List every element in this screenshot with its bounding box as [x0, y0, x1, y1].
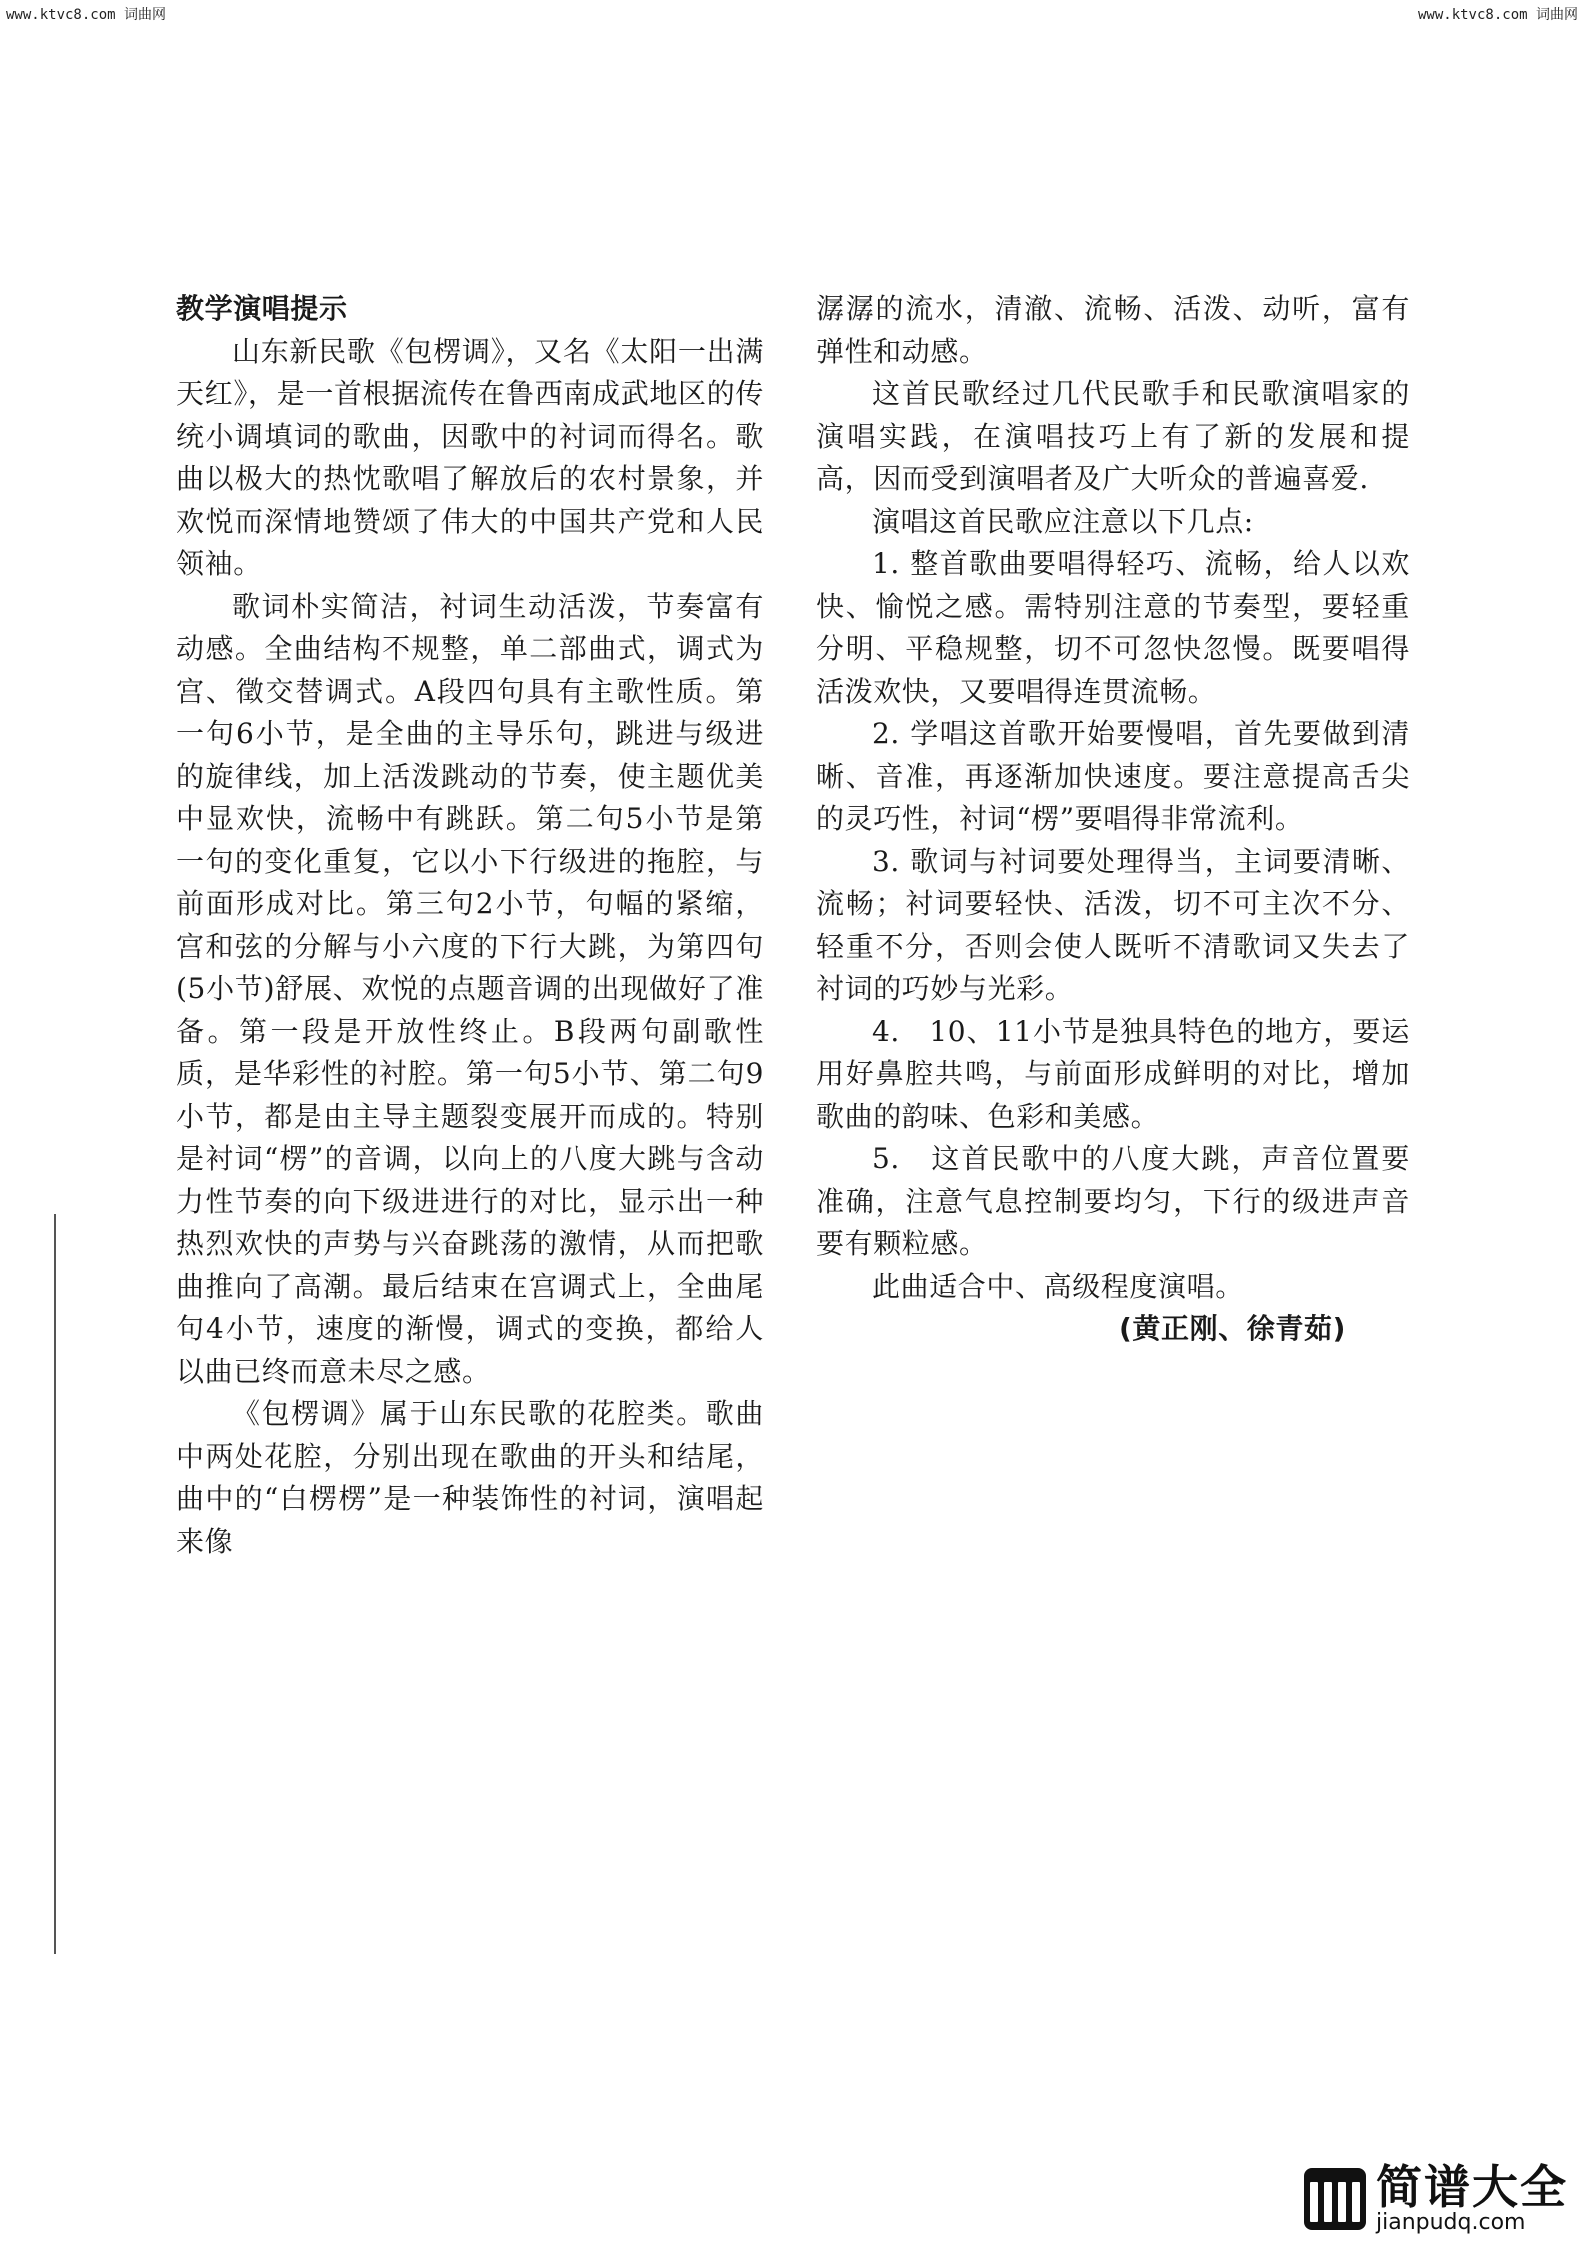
watermark-right: www.ktvc8.com 词曲网	[1417, 7, 1578, 23]
watermark-left: www.ktvc8.com 词曲网	[6, 7, 167, 23]
paragraph-structure: 歌词朴实简洁，衬词生动活泼，节奏富有动感。全曲结构不规整，单二部曲式，调式为宫、徵交替调式。A段四句具有主歌性质。第一句6小节，是全曲的主导乐句，跳进与级进的旋律线，加上活泼跳动的节奏，使主题优美中显欢快，流畅中有跳跃。第二句5小节是第一句的变化重复，它以小下行级进的拖腔，与前面形成对比。第三句2小节，句幅的紧缩，宫和弦的分解与小六度的下行大跳，为第四句(5小节)舒展、欢悦的点题音调的出现做好了准备。第一段是开放性终止。B段两句副歌性质，是华彩性的衬腔。第一句5小节、第二句9小节，都是由主导主题裂变展开而成的。特别是衬词“楞”的音调，以向上的八度大跳与含动力性节奏的向下级进进行的对比，显示出一种热烈欢快的声势与兴奋跳荡的激情，从而把歌曲推向了高潮。最后结束在宫调式上，全曲尾句4小节，速度的渐慢，调式的变换，都给人以曲已终而意未尽之感。	[176, 589, 764, 1388]
paragraph-style: 《包楞调》属于山东民歌的花腔类。歌曲中两处花腔，分别出现在歌曲的开头和结尾，曲中的“白楞楞”是一种装饰性的衬词，演唱起来像	[176, 1397, 764, 1558]
paragraph-points-intro: 演唱这首民歌应注意以下几点:	[872, 504, 1254, 538]
point-2: 2. 学唱这首歌开始要慢唱，首先要做到清晰、音准，再逐渐加快速度。要注意提高舌尖的灵巧性，衬词“楞”要唱得非常流利。	[816, 717, 1410, 835]
section-heading: 教学演唱提示	[176, 292, 348, 325]
point-3: 3. 歌词与衬词要处理得当，主词要清晰、流畅；衬词要轻快、活泼，切不可主次不分、轻重不分，否则会使人既听不清歌词又失去了衬词的巧妙与光彩。	[816, 844, 1410, 1005]
point-5: 5. 这首民歌中的八度大跳，声音位置要准确，注意气息控制要均匀，下行的级进声音要有颗粒感。	[816, 1142, 1410, 1260]
piano-keys-icon	[1304, 2168, 1366, 2230]
logo-name: 简谱大全	[1376, 2160, 1568, 2214]
logo-url: jianpudq.com	[1376, 2210, 1526, 2235]
left-column	[176, 288, 764, 1563]
paragraph-continuation: 潺潺的流水，清澈、流畅、活泼、动听，富有弹性和动感。	[816, 292, 1410, 368]
scan-edge-line	[54, 1214, 56, 1954]
site-logo	[1304, 2160, 1568, 2235]
point-4: 4. 10、11小节是独具特色的地方，要运用好鼻腔共鸣，与前面形成鲜明的对比，增加歌曲的韵味、色彩和美感。	[816, 1014, 1410, 1133]
right-column	[816, 288, 1410, 1351]
paragraph-level: 此曲适合中、高级程度演唱。	[872, 1269, 1244, 1303]
point-1: 1. 整首歌曲要唱得轻巧、流畅，给人以欢快、愉悦之感。需特别注意的节奏型，要轻重分明、平稳规整，切不可忽快忽慢。既要唱得活泼欢快，又要唱得连贯流畅。	[816, 547, 1410, 708]
paragraph-popularity: 这首民歌经过几代民歌手和民歌演唱家的演唱实践，在演唱技巧上有了新的发展和提高，因而受到演唱者及广大听众的普遍喜爱.	[816, 377, 1410, 495]
author-signature: (黄正刚、徐青茹)	[1119, 1312, 1346, 1345]
paragraph-intro: 山东新民歌《包楞调》，又名《太阳一出满天红》，是一首根据流传在鲁西南成武地区的传统小调填词的歌曲，因歌中的衬词而得名。歌曲以极大的热忱歌唱了解放后的农村景象，并欢悦而深情地赞颂了伟大的中国共产党和人民领袖。	[176, 334, 764, 580]
